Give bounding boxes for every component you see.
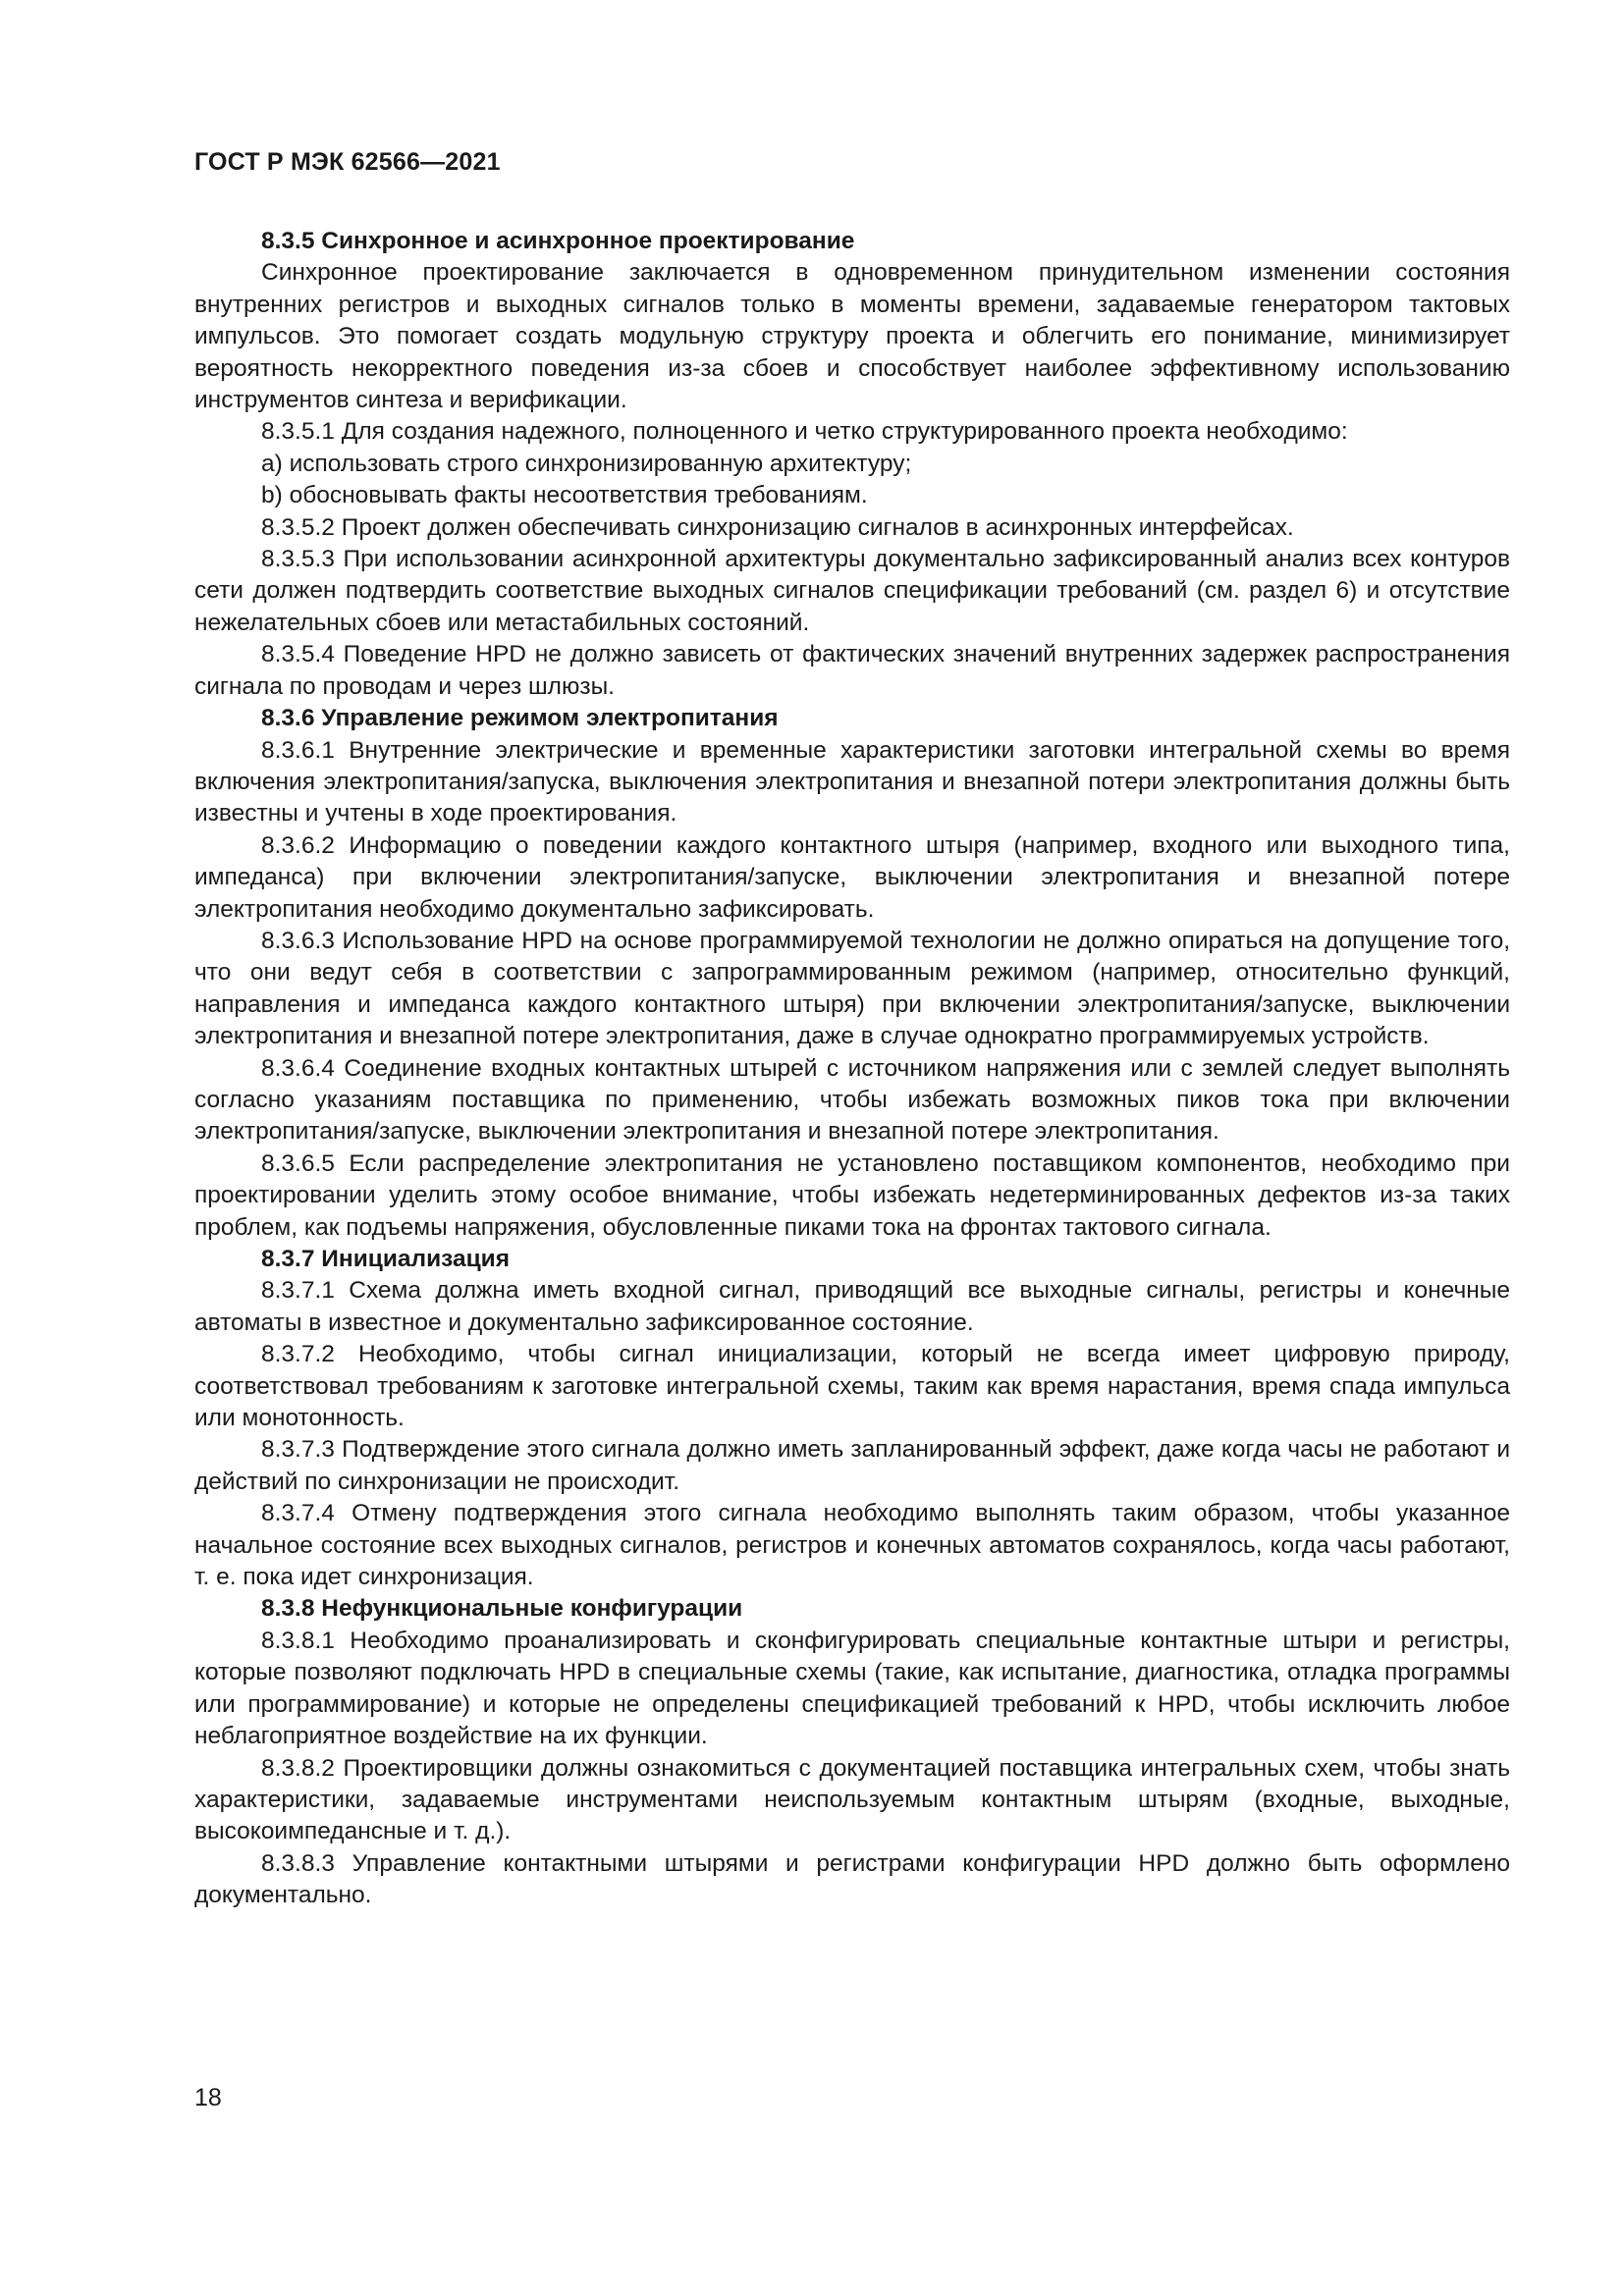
paragraph: 8.3.7.1 Схема должна иметь входной сигнал, приводящий все выходные сигналы, регистры и конечные автоматы в известное и документально зафиксированное состояние. [194,1277,1510,1336]
paragraph: 8.3.7.4 Отмену подтверждения этого сигнала необходимо выполнять таким образом, чтобы указанное начальное состояние всех выходных сигналов, регистров и конечных автоматов сохранялось, когда часы работают, т. е. пока идет синхронизация. [194,1500,1510,1591]
paragraph: 8.3.5.4 Поведение HPD не должно зависеть от фактических значений внутренних задержек распространения сигнала по проводам и через шлюзы. [194,641,1510,700]
paragraph: Синхронное проектирование заключается в одновременном принудительном изменении состояния внутренних регистров и выходных сигналов только в моменты времени, задаваемые генератором тактовых импульсов. Это помогает создать модульную структуру проекта и облегчить его понимание, минимизирует вероятность некорректного поведения из-за сбоев и способствует наиболее эффективному использованию инструментов синтеза и верификации. [194,259,1510,414]
section-heading: 8.3.6 Управление режимом электропитания [261,705,779,732]
section-heading: 8.3.5 Синхронное и асинхронное проектирование [261,228,855,254]
section-heading: 8.3.7 Инициализация [261,1246,511,1272]
section-heading: 8.3.8 Нефункциональные конфигурации [261,1595,743,1623]
paragraph: 8.3.6.2 Информацию о поведении каждого контактного штыря (например, входного или выходного типа, импеданса) при включении электропитания/запуске, выключении электропитания и внезапной потере электропитания необходимо документально зафиксировать. [194,831,1510,923]
paragraph: 8.3.6.5 Если распределение электропитания не установлено поставщиком компонентов, необходимо при проектировании уделить этому особое внимание, чтобы избежать недетерминированных дефектов из-за таких проблем, как подъемы напряжения, обусловленные пиками тока на фронтах тактового сигнала. [194,1149,1510,1241]
paragraph: 8.3.8.3 Управление контактными штырями и регистрами конфигурации HPD должно быть оформлено документально. [194,1849,1510,1909]
paragraph: 8.3.5.1 Для создания надежного, полноценного и четко структурированного проекта необходимо: [261,418,1348,446]
paragraph: 8.3.8.1 Необходимо проанализировать и сконфигурировать специальные контактные штыри и регистры, которые позволяют подключать HPD в специальные схемы (такие, как испытание, диагностика, отладка программы или программирование) и которые не определены спецификацией требований к HPD, чтобы исключить любое неблагоприятное воздействие на их функции. [194,1627,1510,1750]
paragraph: 8.3.7.3 Подтверждение этого сигнала должно иметь запланированный эффект, даже когда часы не работают и действий по синхронизации не происходит. [194,1436,1510,1495]
paragraph: 8.3.5.2 Проект должен обеспечивать синхронизацию сигналов в асинхронных интерфейсах. [261,513,1294,541]
document-body [194,226,1510,1912]
paragraph: 8.3.6.3 Использование HPD на основе программируемой технологии не должно опираться на допущение того, что они ведут себя в соответствии с запрограммированным режимом (например, относительно функций, направления и импеданса каждого контактного штыря) при включении электропитания/запуске, выключении электропитания и внезапной потере электропитания, даже в случае однократно программируемых устройств. [194,927,1510,1050]
list-item: a) использовать строго синхронизированную архитектуру; [261,450,912,477]
paragraph: 8.3.6.1 Внутренние электрические и временные характеристики заготовки интегральной схемы во время включения электропитания/запуска, выключения электропитания и внезапной потери электропитания должны быть известны и учтены в ходе проектирования. [194,736,1510,828]
document-header: ГОСТ Р МЭК 62566—2021 [194,148,501,176]
paragraph: 8.3.8.2 Проектировщики должны ознакомиться с документацией поставщика интегральных схем, чтобы знать характеристики, задаваемые инструментами неиспользуемым контактным штырям (входные, выходные, высокоимпедансные и т. д.). [194,1754,1510,1845]
list-item: b) обосновывать факты несоответствия требованиям. [261,482,868,509]
paragraph: 8.3.5.3 При использовании асинхронной архитектуры документально зафиксированный анализ всех контуров сети должен подтвердить соответствие выходных сигналов спецификации требований (см. раздел 6) и отсутствие нежелательных сбоев или метастабильных состояний. [194,546,1510,636]
paragraph: 8.3.7.2 Необходимо, чтобы сигнал инициализации, который не всегда имеет цифровую природу, соответствовал требованиям к заготовке интегральной схемы, таким как время нарастания, время спада импульса или монотонность. [194,1341,1510,1432]
page-number: 18 [194,2084,222,2111]
paragraph: 8.3.6.4 Соединение входных контактных штырей с источником напряжения или с землей следует выполнять согласно указаниям поставщика по применению, чтобы избежать возможных пиков тока при включении электропитания/запуске, выключении электропитания и внезапной потере электропитания. [194,1054,1510,1146]
